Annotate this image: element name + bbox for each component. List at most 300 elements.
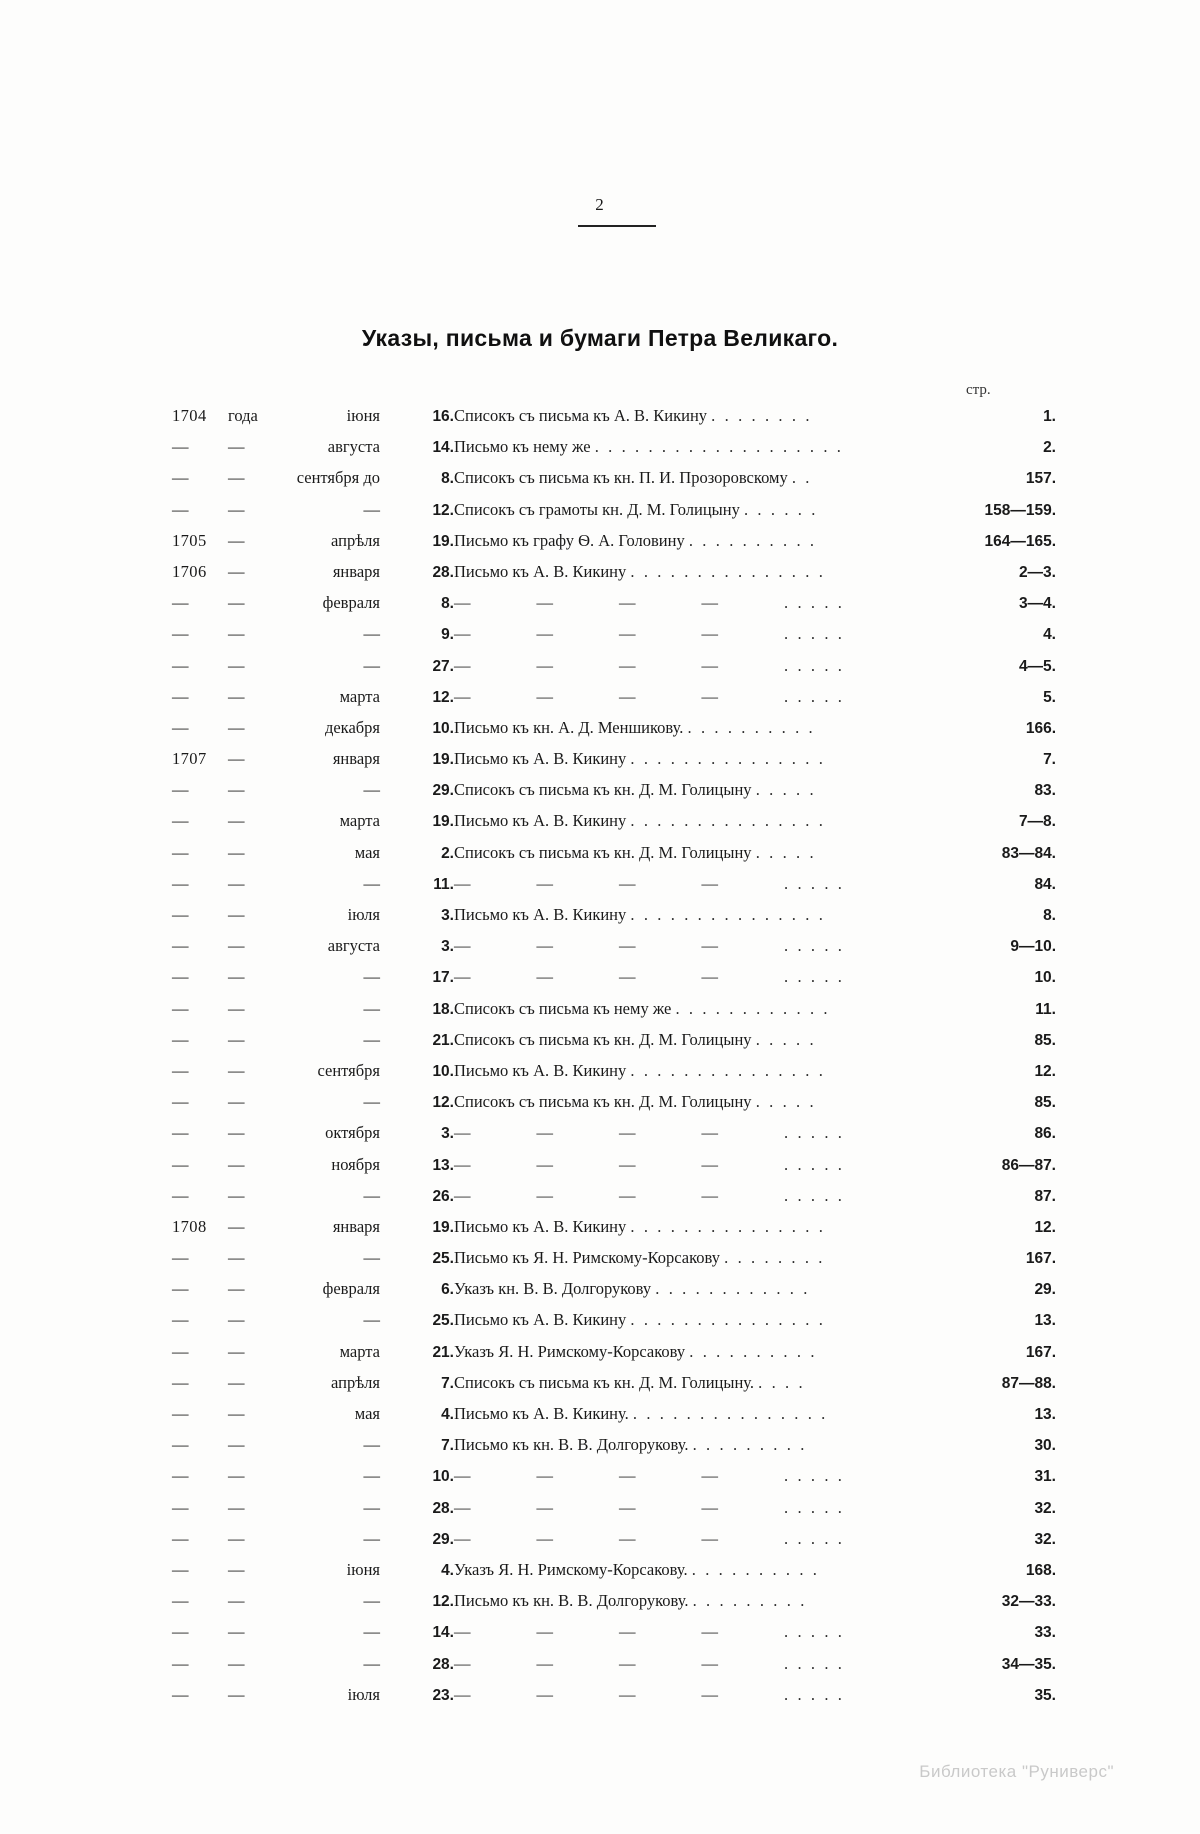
entry-year-word: —: [228, 1185, 245, 1205]
entry-day: 14.: [432, 439, 454, 457]
leader-dots: . . . . .: [755, 842, 817, 862]
entry-year: —: [172, 1528, 189, 1548]
entry-year: —: [172, 1029, 189, 1049]
entry-description-text: Письмо къ графу Ѳ. А. Головину: [454, 530, 685, 550]
table-row: [172, 1279, 1056, 1310]
entry-year-word: —: [228, 1435, 245, 1455]
entry-description-text: Письмо къ Я. Н. Римскому-Корсакову: [454, 1248, 721, 1268]
leader-dots: . . . . .: [784, 1185, 845, 1205]
entry-day: 6.: [441, 1281, 454, 1299]
leader-dots: . . . . .: [784, 873, 845, 893]
entry-year: —: [172, 1060, 189, 1080]
entry-year: —: [172, 1497, 189, 1517]
entry-month: іюля: [347, 905, 380, 924]
entry-ditto-dashes: — — — —: [454, 1653, 718, 1673]
leader-dots: . . . . .: [784, 1497, 845, 1517]
entry-page-numbers: 7—8.: [1018, 813, 1056, 831]
entry-page-numbers: 5.: [1043, 688, 1056, 706]
leader-dots: . . . . .: [755, 1092, 817, 1112]
entry-year-word: —: [228, 967, 245, 987]
entry-day: 28.: [432, 563, 454, 581]
entry-month: ноября: [331, 1154, 380, 1174]
entry-day: 17.: [432, 969, 454, 987]
entry-page-numbers: 30.: [1034, 1437, 1056, 1455]
entry-description: [454, 531, 934, 562]
entry-day: 2.: [441, 844, 454, 862]
entry-description: [454, 1529, 934, 1560]
entry-month: —: [363, 1497, 380, 1517]
entry-month: января: [332, 1216, 380, 1236]
entry-ditto-dashes: — — — —: [454, 936, 718, 956]
leader-dots: . . . . .: [784, 1154, 845, 1174]
entry-page-numbers: 11.: [1035, 1000, 1056, 1018]
entry-month: —: [363, 1248, 380, 1268]
entry-year-word: —: [228, 468, 245, 488]
entry-year: —: [172, 1591, 189, 1611]
table-row: [172, 1061, 1056, 1092]
table-row: [172, 406, 1056, 437]
entry-description-text: Письмо къ А. В. Кикину: [454, 1310, 627, 1330]
table-row: [172, 1373, 1056, 1404]
leader-dots: . . . . .: [755, 780, 817, 800]
leader-dots: . . . . . . . . . .: [688, 530, 817, 550]
entry-page-numbers: 33.: [1034, 1624, 1056, 1642]
entry-year: —: [172, 1248, 189, 1268]
table-of-contents: [172, 406, 1056, 1716]
entry-description: [454, 1498, 934, 1529]
entry-page-numbers: 8.: [1043, 907, 1056, 924]
entry-ditto-dashes: — — — —: [454, 1154, 718, 1174]
entry-year: —: [172, 1185, 189, 1205]
entry-description-text: Списокъ съ письма къ кн. Д. М. Голицыну: [454, 842, 752, 862]
pages-column-header: стр.: [966, 382, 991, 398]
entry-year-word: —: [228, 1684, 245, 1704]
entry-page-numbers: 4.: [1043, 626, 1056, 644]
entry-year-word: —: [228, 1591, 245, 1611]
entry-month: —: [363, 1185, 380, 1205]
entry-ditto-dashes: — — — —: [454, 593, 718, 613]
entry-day: 8.: [441, 470, 454, 488]
table-row: [172, 811, 1056, 842]
leader-dots: . . . . .: [784, 1653, 845, 1673]
entry-description: [454, 749, 934, 780]
entry-month: —: [363, 624, 380, 644]
entry-ditto-dashes: — — — —: [454, 1466, 718, 1486]
entry-year: —: [172, 1341, 189, 1361]
entry-description-text: Письмо къ А. В. Кикину: [454, 561, 627, 581]
table-row: [172, 999, 1056, 1030]
entry-day: 14.: [432, 1624, 454, 1642]
entry-description-text: Письмо къ А. В. Кикину: [454, 905, 627, 924]
entry-month: —: [363, 780, 380, 800]
entry-ditto-dashes: — — — —: [454, 1185, 718, 1205]
entry-description: [454, 843, 934, 874]
table-row: [172, 1248, 1056, 1279]
entry-year: —: [172, 1310, 189, 1330]
table-row: [172, 500, 1056, 531]
entry-description: [454, 1373, 934, 1404]
entry-description-text: Списокъ съ грамоты кн. Д. М. Голицыну: [454, 499, 740, 519]
entry-year-word: —: [228, 1279, 245, 1299]
entry-description-text: Списокъ съ письма къ кн. Д. М. Голицыну: [454, 1029, 752, 1049]
table-row: [172, 718, 1056, 749]
entry-month: апрѣля: [331, 530, 380, 550]
entry-description: [454, 1155, 934, 1186]
entry-year-word: —: [228, 1092, 245, 1112]
leader-dots: . . . . . . . . . . . . . . .: [630, 561, 826, 581]
entry-year-word: —: [228, 1029, 245, 1049]
table-row: [172, 874, 1056, 905]
entry-description-text: Указъ Я. Н. Римскому-Корсакову: [454, 1341, 686, 1361]
entry-page-numbers: 3—4.: [1018, 595, 1056, 613]
entry-month: апрѣля: [331, 1372, 380, 1392]
page-number: 2: [595, 195, 605, 214]
entry-page-numbers: 157.: [1025, 470, 1056, 488]
entry-year: —: [172, 780, 189, 800]
table-row: [172, 780, 1056, 811]
entry-year: —: [172, 686, 189, 706]
entry-day: 7.: [441, 1437, 454, 1455]
entry-year-word: —: [228, 1653, 245, 1673]
entry-day: 10.: [432, 1468, 454, 1486]
entry-month: февраля: [322, 593, 380, 613]
table-row: [172, 1342, 1056, 1373]
entry-day: 4.: [441, 1561, 454, 1579]
entry-description-text: Письмо къ А. В. Кикину: [454, 811, 627, 831]
entry-day: 23.: [432, 1686, 454, 1704]
table-row: [172, 1217, 1056, 1248]
entry-year: —: [172, 468, 189, 488]
entry-description: [454, 1342, 934, 1373]
leader-dots: . . . . . . . . . . . .: [655, 1279, 810, 1299]
entry-page-numbers: 166.: [1025, 719, 1056, 737]
entry-year: —: [172, 998, 189, 1018]
leader-dots: . . . . . . . . . .: [687, 717, 816, 737]
entry-year-word: —: [228, 811, 245, 831]
entry-page-numbers: 29.: [1034, 1281, 1056, 1299]
entry-year: —: [172, 1123, 189, 1143]
entry-year-word: —: [228, 1310, 245, 1330]
entry-year-word: —: [228, 437, 245, 457]
entry-day: 12.: [432, 1593, 454, 1611]
entry-ditto-dashes: — — — —: [454, 686, 718, 706]
leader-dots: . . . . . . . .: [724, 1248, 826, 1268]
entry-year-word: —: [228, 1404, 245, 1423]
table-row: [172, 1404, 1056, 1435]
leader-dots: . . . . .: [784, 593, 845, 613]
entry-year-word: —: [228, 1341, 245, 1361]
entry-month: —: [363, 1622, 380, 1642]
entry-year-word: —: [228, 905, 245, 924]
entry-year: —: [172, 1559, 189, 1579]
entry-year: —: [172, 811, 189, 831]
entry-description-text: Письмо къ А. В. Кикину: [454, 749, 627, 769]
entry-day: 25.: [432, 1250, 454, 1268]
entry-description-text: Списокъ съ письма къ кн. Д. М. Голицыну.: [454, 1372, 755, 1392]
entry-page-numbers: 2.: [1043, 439, 1056, 457]
entry-page-numbers: 31.: [1034, 1468, 1056, 1486]
entry-description-text: Списокъ съ письма къ кн. Д. М. Голицыну: [454, 1092, 752, 1112]
entry-description: [454, 811, 934, 842]
entry-page-numbers: 158—159.: [984, 501, 1056, 519]
entry-description: [454, 468, 934, 499]
entry-year-word: —: [228, 624, 245, 644]
entry-month: мая: [354, 842, 380, 862]
entry-day: 19.: [432, 1218, 454, 1236]
leader-dots: . . . . . . . . . . . . . . .: [630, 1216, 826, 1236]
entry-ditto-dashes: — — — —: [454, 624, 718, 644]
entry-page-numbers: 167.: [1025, 1343, 1056, 1361]
entry-description-text: Письмо къ А. В. Кикину: [454, 1216, 627, 1236]
table-row: [172, 967, 1056, 998]
leader-dots: . .: [791, 468, 813, 488]
entry-month: —: [363, 1466, 380, 1486]
entry-description: [454, 1310, 934, 1341]
entry-day: 26.: [432, 1187, 454, 1205]
entry-day: 19.: [432, 813, 454, 831]
leader-dots: . . . . . . . .: [711, 406, 813, 425]
leader-dots: . . . . .: [784, 1622, 845, 1642]
entry-day: 21.: [432, 1031, 454, 1049]
entry-day: 19.: [432, 532, 454, 550]
entry-year-word: —: [228, 842, 245, 862]
entry-year: —: [172, 499, 189, 519]
page-title: Указы, письма и бумаги Петра Великаго.: [361, 325, 839, 351]
entry-page-numbers: 13.: [1034, 1312, 1056, 1330]
entry-year-word: —: [228, 1060, 245, 1080]
entry-year: 1708: [172, 1216, 207, 1236]
table-row: [172, 1155, 1056, 1186]
entry-day: 3.: [441, 907, 454, 924]
leader-dots: . . . . . .: [743, 499, 818, 519]
entry-description: [454, 1560, 934, 1591]
entry-year-word: года: [228, 406, 258, 425]
table-row: [172, 593, 1056, 624]
entry-month: —: [363, 655, 380, 675]
entry-day: 28.: [432, 1499, 454, 1517]
entry-day: 3.: [441, 938, 454, 956]
entry-year-word: —: [228, 561, 245, 581]
table-row: [172, 1186, 1056, 1217]
entry-day: 10.: [432, 1062, 454, 1080]
entry-year-word: —: [228, 1528, 245, 1548]
entry-month: іюля: [347, 1684, 380, 1704]
entry-year-word: —: [228, 1466, 245, 1486]
leader-dots: . . . . . . . . . .: [691, 1559, 820, 1579]
entry-day: 12.: [432, 501, 454, 519]
entry-year-word: —: [228, 686, 245, 706]
entry-ditto-dashes: — — — —: [454, 1528, 718, 1548]
entry-description-text: Письмо къ А. В. Кикину.: [454, 1404, 629, 1423]
table-row: [172, 1030, 1056, 1061]
entry-description-text: Списокъ съ письма къ А. В. Кикину: [454, 406, 708, 425]
entry-month: января: [332, 749, 380, 769]
entry-year: —: [172, 717, 189, 737]
entry-page-numbers: 35.: [1034, 1686, 1056, 1704]
entry-page-numbers: 83—84.: [1001, 844, 1056, 862]
entry-description: [454, 780, 934, 811]
entry-year-word: —: [228, 1497, 245, 1517]
header-divider: [578, 225, 656, 227]
leader-dots: . . . . .: [784, 1528, 845, 1548]
entry-day: 11.: [433, 875, 454, 893]
entry-day: 18.: [432, 1000, 454, 1018]
entry-year-word: —: [228, 655, 245, 675]
leader-dots: . . . . .: [784, 624, 845, 644]
entry-ditto-dashes: — — — —: [454, 1497, 718, 1517]
table-row: [172, 687, 1056, 718]
entry-page-numbers: 7.: [1043, 751, 1056, 769]
entry-month: декабря: [324, 717, 380, 737]
leader-dots: . . . . . . . . . . . . . . . . . . .: [594, 437, 844, 457]
entry-description: [454, 593, 934, 624]
entry-description: [454, 905, 934, 936]
entry-page-numbers: 84.: [1034, 875, 1056, 893]
entry-description-text: Списокъ съ письма къ кн. П. И. Прозоровскому: [454, 468, 788, 488]
entry-description: [454, 1217, 934, 1248]
entry-day: 19.: [432, 751, 454, 769]
entry-day: 12.: [432, 1094, 454, 1112]
leader-dots: . . . . . . . . . . . . . . .: [630, 905, 826, 924]
leader-dots: . . . . .: [784, 1684, 845, 1704]
entry-description: [454, 1186, 934, 1217]
entry-page-numbers: 4—5.: [1018, 657, 1056, 675]
leader-dots: . . . . . . . . .: [692, 1435, 807, 1455]
entry-year: —: [172, 873, 189, 893]
leader-dots: . . . . .: [784, 967, 845, 987]
entry-year: —: [172, 655, 189, 675]
entry-page-numbers: 86.: [1034, 1125, 1056, 1143]
entry-description: [454, 687, 934, 718]
entry-month: марта: [339, 1341, 380, 1361]
entry-year: —: [172, 1684, 189, 1704]
entry-month: —: [363, 1310, 380, 1330]
entry-year: —: [172, 1154, 189, 1174]
table-row: [172, 1498, 1056, 1529]
table-row: [172, 1560, 1056, 1591]
entry-year-word: —: [228, 717, 245, 737]
entry-year: 1707: [172, 749, 207, 769]
entry-month: марта: [339, 686, 380, 706]
entry-description: [454, 1248, 934, 1279]
table-row: [172, 1529, 1056, 1560]
entry-ditto-dashes: — — — —: [454, 1123, 718, 1143]
library-watermark: Библиотека "Руниверс": [919, 1762, 1114, 1781]
entry-day: 4.: [441, 1406, 454, 1423]
leader-dots: . . . . .: [784, 1466, 845, 1486]
entry-page-numbers: 12.: [1034, 1218, 1056, 1236]
entry-year-word: —: [228, 499, 245, 519]
entry-page-numbers: 167.: [1025, 1250, 1056, 1268]
entry-month: мая: [354, 1404, 380, 1423]
entry-description-text: Письмо къ А. В. Кикину: [454, 1060, 627, 1080]
entry-year-word: —: [228, 1559, 245, 1579]
entry-page-numbers: 87.: [1034, 1187, 1056, 1205]
entry-year: —: [172, 1466, 189, 1486]
table-row: [172, 624, 1056, 655]
entry-ditto-dashes: — — — —: [454, 967, 718, 987]
entry-description: [454, 437, 934, 468]
entry-day: 9.: [441, 626, 454, 644]
entry-description-text: Письмо къ кн. В. В. Долгорукову.: [454, 1591, 689, 1611]
entry-year: —: [172, 624, 189, 644]
entry-year: —: [172, 437, 189, 457]
entry-year-word: —: [228, 593, 245, 613]
entry-page-numbers: 85.: [1034, 1094, 1056, 1112]
entry-description: [454, 1654, 934, 1685]
leader-dots: . . . . . . . . . . . .: [675, 998, 831, 1018]
table-row: [172, 1435, 1056, 1466]
leader-dots: . . . . . . . . . . . . . . .: [632, 1404, 828, 1423]
entry-description: [454, 1030, 934, 1061]
entry-description: [454, 874, 934, 905]
entry-year: 1705: [172, 530, 207, 550]
entry-day: 8.: [441, 595, 454, 613]
table-row: [172, 905, 1056, 936]
table-row: [172, 531, 1056, 562]
entry-description-text: Указъ кн. В. В. Долгорукову: [454, 1279, 652, 1299]
entry-year: —: [172, 1279, 189, 1299]
entry-day: 29.: [432, 1530, 454, 1548]
entry-year: —: [172, 936, 189, 956]
entry-year-word: —: [228, 1216, 245, 1236]
entry-day: 28.: [432, 1655, 454, 1673]
entry-description-text: Письмо къ кн. А. Д. Меншикову.: [454, 717, 684, 737]
leader-dots: . . . . . . . . .: [692, 1591, 807, 1611]
entry-year: —: [172, 905, 189, 924]
entry-month: —: [363, 1591, 380, 1611]
table-row: [172, 936, 1056, 967]
entry-page-numbers: 168.: [1025, 1561, 1056, 1579]
entry-year-word: —: [228, 936, 245, 956]
leader-dots: . . . . . . . . . . . . . . .: [630, 1060, 826, 1080]
table-row: [172, 843, 1056, 874]
entry-day: 27.: [432, 657, 454, 675]
entry-day: 7.: [441, 1374, 454, 1392]
table-row: [172, 749, 1056, 780]
entry-description: [454, 967, 934, 998]
entry-page-numbers: 12.: [1034, 1062, 1056, 1080]
leader-dots: . . . . . . . . . .: [689, 1341, 818, 1361]
entry-description-text: Указъ Я. Н. Римскому-Корсакову.: [454, 1559, 688, 1579]
entry-description-text: Письмо къ нему же: [454, 437, 591, 457]
entry-page-numbers: 2—3.: [1018, 563, 1056, 581]
entry-year: —: [172, 1092, 189, 1112]
entry-year-word: —: [228, 1154, 245, 1174]
entry-month: іюня: [346, 1559, 380, 1579]
entry-month: октября: [325, 1123, 380, 1143]
entry-month: —: [363, 1092, 380, 1112]
entry-page-numbers: 87—88.: [1001, 1374, 1056, 1392]
entry-year: —: [172, 842, 189, 862]
entry-day: 12.: [432, 688, 454, 706]
entry-description: [454, 1123, 934, 1154]
entry-page-numbers: 32.: [1034, 1530, 1056, 1548]
entry-page-numbers: 164—165.: [984, 532, 1056, 550]
entry-day: 21.: [432, 1343, 454, 1361]
entry-page-numbers: 34—35.: [1001, 1655, 1056, 1673]
entry-year-word: —: [228, 873, 245, 893]
leader-dots: . . . . .: [784, 1123, 845, 1143]
entry-page-numbers: 85.: [1034, 1031, 1056, 1049]
entry-day: 13.: [432, 1156, 454, 1174]
leader-dots: . . . . . . . . . . . . . . .: [630, 1310, 826, 1330]
entry-month: марта: [339, 811, 380, 831]
entry-day: 3.: [441, 1125, 454, 1143]
entry-year-word: —: [228, 1123, 245, 1143]
table-row: [172, 1591, 1056, 1622]
entry-ditto-dashes: — — — —: [454, 873, 718, 893]
